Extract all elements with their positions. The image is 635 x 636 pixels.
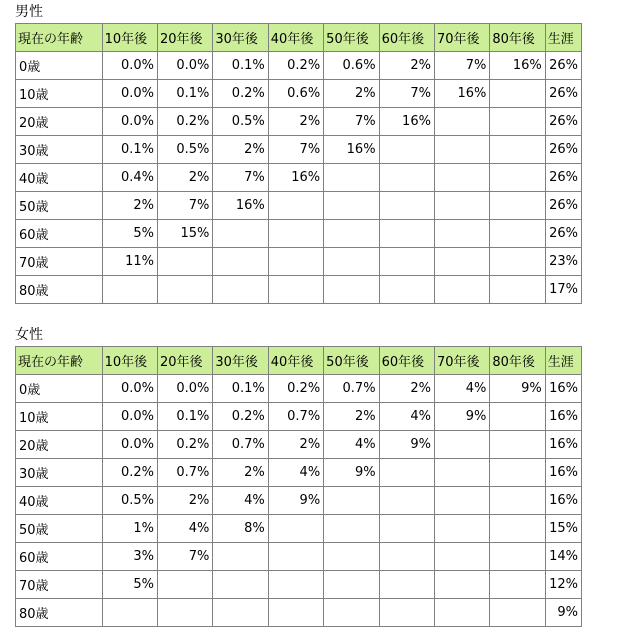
value-cell — [490, 192, 545, 220]
value-cell: 1% — [102, 515, 157, 543]
table-row — [16, 248, 582, 276]
table-row — [16, 108, 582, 136]
value-cell: 0.7% — [213, 431, 268, 459]
value-cell: 0.0% — [102, 80, 157, 108]
value-cell: 9% — [434, 403, 489, 431]
value-cell: 16% — [324, 136, 379, 164]
value-cell — [434, 515, 489, 543]
header-cell-current-age: 現在の年齢 — [16, 347, 103, 375]
value-cell: 7% — [379, 80, 434, 108]
value-cell: 0.0% — [102, 108, 157, 136]
age-cell: 10歳 — [16, 403, 103, 431]
value-cell — [434, 136, 489, 164]
value-cell — [490, 571, 545, 599]
female-risk-table — [15, 346, 582, 627]
lifetime-value-cell: 26% — [545, 136, 581, 164]
lifetime-value-cell: 16% — [545, 431, 581, 459]
value-cell — [268, 220, 323, 248]
value-cell — [434, 459, 489, 487]
lifetime-value-cell: 9% — [545, 599, 581, 627]
value-cell — [434, 487, 489, 515]
value-cell — [379, 220, 434, 248]
value-cell: 16% — [268, 164, 323, 192]
male-section — [15, 2, 582, 304]
value-cell — [379, 543, 434, 571]
value-cell — [490, 599, 545, 627]
value-cell: 0.2% — [102, 459, 157, 487]
header-cell-80y: 80年後 — [490, 24, 545, 52]
table-row — [16, 80, 582, 108]
header-cell-20y: 20年後 — [158, 24, 213, 52]
value-cell: 2% — [268, 431, 323, 459]
header-cell-60y: 60年後 — [379, 347, 434, 375]
table-row — [16, 192, 582, 220]
value-cell — [268, 599, 323, 627]
lifetime-value-cell: 15% — [545, 515, 581, 543]
value-cell: 0.7% — [158, 459, 213, 487]
value-cell — [324, 164, 379, 192]
lifetime-value-cell: 26% — [545, 80, 581, 108]
table-row — [16, 136, 582, 164]
value-cell: 2% — [379, 52, 434, 80]
table-row — [16, 220, 582, 248]
age-cell: 20歳 — [16, 431, 103, 459]
value-cell: 2% — [324, 80, 379, 108]
lifetime-value-cell: 26% — [545, 220, 581, 248]
lifetime-value-cell: 16% — [545, 403, 581, 431]
value-cell: 4% — [158, 515, 213, 543]
value-cell — [379, 515, 434, 543]
value-cell — [379, 571, 434, 599]
table-header-row — [16, 24, 582, 52]
header-cell-50y: 50年後 — [324, 24, 379, 52]
header-cell-current-age: 現在の年齢 — [16, 24, 103, 52]
female-section-title: 女性 — [15, 327, 43, 343]
age-cell: 10歳 — [16, 80, 103, 108]
value-cell — [158, 571, 213, 599]
value-cell: 9% — [268, 487, 323, 515]
value-cell — [324, 543, 379, 571]
value-cell — [379, 164, 434, 192]
value-cell — [379, 192, 434, 220]
value-cell — [434, 599, 489, 627]
value-cell: 0.2% — [158, 431, 213, 459]
value-cell — [379, 276, 434, 304]
value-cell: 0.2% — [213, 403, 268, 431]
value-cell: 0.2% — [158, 108, 213, 136]
header-cell-20y: 20年後 — [158, 347, 213, 375]
value-cell: 4% — [379, 403, 434, 431]
value-cell: 0.2% — [213, 80, 268, 108]
value-cell: 2% — [268, 108, 323, 136]
table-header-row — [16, 347, 582, 375]
lifetime-value-cell: 17% — [545, 276, 581, 304]
age-cell: 50歳 — [16, 515, 103, 543]
age-cell: 40歳 — [16, 487, 103, 515]
age-cell: 50歳 — [16, 192, 103, 220]
value-cell: 4% — [268, 459, 323, 487]
value-cell: 4% — [434, 375, 489, 403]
value-cell — [490, 543, 545, 571]
header-cell-10y: 10年後 — [102, 24, 157, 52]
value-cell — [490, 248, 545, 276]
header-cell-80y: 80年後 — [490, 347, 545, 375]
lifetime-value-cell: 16% — [545, 459, 581, 487]
male-risk-table — [15, 23, 582, 304]
value-cell: 2% — [158, 487, 213, 515]
lifetime-value-cell: 23% — [545, 248, 581, 276]
value-cell: 0.4% — [102, 164, 157, 192]
age-cell: 70歳 — [16, 248, 103, 276]
value-cell: 7% — [434, 52, 489, 80]
header-cell-60y: 60年後 — [379, 24, 434, 52]
header-cell-lifetime: 生涯 — [545, 24, 581, 52]
age-cell: 0歳 — [16, 52, 103, 80]
value-cell — [490, 459, 545, 487]
male-section-title: 男性 — [15, 4, 43, 20]
value-cell — [102, 599, 157, 627]
value-cell: 5% — [102, 571, 157, 599]
value-cell: 2% — [213, 136, 268, 164]
value-cell: 3% — [102, 543, 157, 571]
value-cell: 0.6% — [324, 52, 379, 80]
value-cell: 9% — [379, 431, 434, 459]
table-row — [16, 403, 582, 431]
value-cell: 2% — [158, 164, 213, 192]
value-cell — [379, 248, 434, 276]
value-cell: 0.5% — [158, 136, 213, 164]
lifetime-value-cell: 16% — [545, 487, 581, 515]
value-cell: 0.2% — [268, 52, 323, 80]
table-row — [16, 164, 582, 192]
header-cell-70y: 70年後 — [434, 24, 489, 52]
value-cell — [434, 431, 489, 459]
female-section — [15, 325, 582, 627]
age-cell: 40歳 — [16, 164, 103, 192]
value-cell — [490, 108, 545, 136]
value-cell: 9% — [490, 375, 545, 403]
value-cell: 4% — [324, 431, 379, 459]
value-cell — [213, 248, 268, 276]
value-cell: 0.1% — [102, 136, 157, 164]
value-cell — [490, 276, 545, 304]
value-cell — [158, 248, 213, 276]
value-cell: 0.0% — [102, 375, 157, 403]
table-row — [16, 487, 582, 515]
lifetime-value-cell: 16% — [545, 375, 581, 403]
age-cell: 30歳 — [16, 459, 103, 487]
value-cell: 2% — [324, 403, 379, 431]
value-cell — [213, 571, 268, 599]
header-cell-30y: 30年後 — [213, 347, 268, 375]
value-cell: 11% — [102, 248, 157, 276]
value-cell — [434, 192, 489, 220]
value-cell — [434, 571, 489, 599]
value-cell: 0.1% — [213, 375, 268, 403]
value-cell — [490, 431, 545, 459]
value-cell: 2% — [102, 192, 157, 220]
value-cell — [158, 276, 213, 304]
value-cell — [213, 599, 268, 627]
value-cell: 0.5% — [213, 108, 268, 136]
age-cell: 60歳 — [16, 543, 103, 571]
value-cell — [213, 543, 268, 571]
value-cell: 9% — [324, 459, 379, 487]
value-cell — [324, 515, 379, 543]
value-cell: 2% — [213, 459, 268, 487]
age-cell: 80歳 — [16, 599, 103, 627]
header-cell-50y: 50年後 — [324, 347, 379, 375]
value-cell — [324, 571, 379, 599]
value-cell: 0.1% — [158, 403, 213, 431]
value-cell: 7% — [324, 108, 379, 136]
value-cell: 7% — [268, 136, 323, 164]
value-cell — [324, 192, 379, 220]
value-cell: 8% — [213, 515, 268, 543]
value-cell — [324, 487, 379, 515]
value-cell — [434, 220, 489, 248]
value-cell — [324, 276, 379, 304]
value-cell — [434, 543, 489, 571]
value-cell — [490, 80, 545, 108]
value-cell: 16% — [379, 108, 434, 136]
value-cell: 16% — [434, 80, 489, 108]
age-cell: 70歳 — [16, 571, 103, 599]
value-cell — [490, 220, 545, 248]
value-cell: 16% — [490, 52, 545, 80]
value-cell — [213, 220, 268, 248]
age-cell: 20歳 — [16, 108, 103, 136]
value-cell: 2% — [379, 375, 434, 403]
table-row — [16, 276, 582, 304]
value-cell: 0.0% — [102, 431, 157, 459]
header-cell-lifetime: 生涯 — [545, 347, 581, 375]
value-cell: 0.7% — [324, 375, 379, 403]
table-row — [16, 515, 582, 543]
value-cell — [324, 599, 379, 627]
lifetime-value-cell: 26% — [545, 164, 581, 192]
table-row — [16, 431, 582, 459]
value-cell: 0.1% — [213, 52, 268, 80]
header-cell-10y: 10年後 — [102, 347, 157, 375]
table-row — [16, 599, 582, 627]
value-cell: 15% — [158, 220, 213, 248]
value-cell: 0.0% — [102, 403, 157, 431]
value-cell — [158, 599, 213, 627]
value-cell: 4% — [213, 487, 268, 515]
table-row — [16, 543, 582, 571]
value-cell — [490, 515, 545, 543]
value-cell — [324, 220, 379, 248]
value-cell — [268, 276, 323, 304]
value-cell — [324, 248, 379, 276]
value-cell — [434, 248, 489, 276]
value-cell: 0.0% — [158, 375, 213, 403]
value-cell — [102, 276, 157, 304]
value-cell: 0.0% — [102, 52, 157, 80]
age-cell: 60歳 — [16, 220, 103, 248]
value-cell: 7% — [158, 543, 213, 571]
value-cell — [268, 571, 323, 599]
value-cell: 0.7% — [268, 403, 323, 431]
value-cell — [379, 487, 434, 515]
value-cell: 0.6% — [268, 80, 323, 108]
value-cell — [379, 599, 434, 627]
value-cell — [379, 459, 434, 487]
age-cell: 80歳 — [16, 276, 103, 304]
table-row — [16, 571, 582, 599]
value-cell: 0.1% — [158, 80, 213, 108]
lifetime-value-cell: 26% — [545, 192, 581, 220]
value-cell: 7% — [158, 192, 213, 220]
age-cell: 30歳 — [16, 136, 103, 164]
value-cell — [268, 543, 323, 571]
value-cell: 16% — [213, 192, 268, 220]
value-cell: 0.0% — [158, 52, 213, 80]
value-cell — [268, 515, 323, 543]
header-cell-30y: 30年後 — [213, 24, 268, 52]
lifetime-value-cell: 14% — [545, 543, 581, 571]
age-cell: 0歳 — [16, 375, 103, 403]
value-cell: 0.2% — [268, 375, 323, 403]
value-cell — [379, 136, 434, 164]
header-cell-70y: 70年後 — [434, 347, 489, 375]
value-cell — [490, 403, 545, 431]
lifetime-value-cell: 26% — [545, 52, 581, 80]
table-row — [16, 459, 582, 487]
value-cell — [434, 276, 489, 304]
value-cell — [268, 248, 323, 276]
value-cell — [490, 164, 545, 192]
value-cell — [213, 276, 268, 304]
value-cell — [268, 192, 323, 220]
value-cell — [490, 136, 545, 164]
table-row — [16, 375, 582, 403]
value-cell — [434, 108, 489, 136]
header-cell-40y: 40年後 — [268, 347, 323, 375]
lifetime-value-cell: 26% — [545, 108, 581, 136]
value-cell: 0.5% — [102, 487, 157, 515]
table-row — [16, 52, 582, 80]
value-cell — [490, 487, 545, 515]
value-cell: 7% — [213, 164, 268, 192]
value-cell — [434, 164, 489, 192]
lifetime-value-cell: 12% — [545, 571, 581, 599]
header-cell-40y: 40年後 — [268, 24, 323, 52]
value-cell: 5% — [102, 220, 157, 248]
